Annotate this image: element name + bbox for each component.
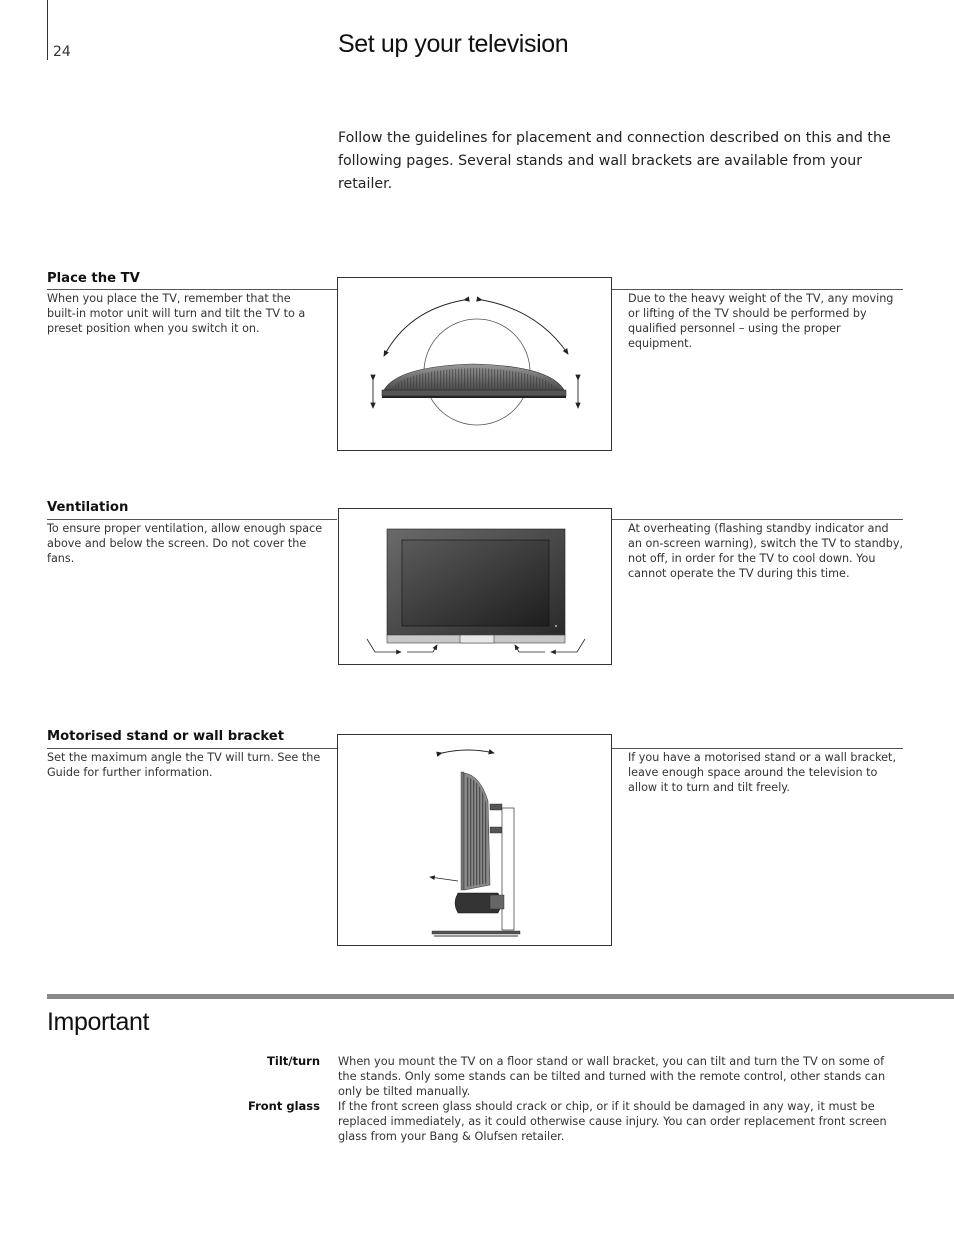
section-heading-ventilation: Ventilation [47,500,129,515]
section-rule-left [47,289,337,290]
ventilation-text: To ensure proper ventilation, allow enough space above and below the screen. Do not cover the fans. [47,522,323,565]
page-margin-rule [47,0,48,60]
important-title: Important [47,1008,150,1036]
page-title: Set up your television [338,30,569,58]
section-heading-place-tv: Place the TV [47,271,140,286]
place-tv-warning-text: Due to the heavy weight of the TV, any moving or lifting of the TV should be performed by qualified personnel – using the proper equipment. [628,292,894,350]
motorised-stand-illustration [337,734,612,946]
place-tv-text: When you place the TV, remember that the built-in motor unit will turn and tilt the TV to a preset position when you switch it on. [47,292,306,335]
important-label-front-glass: Front glass [247,1099,320,1113]
section-heading-motorised-stand: Motorised stand or wall bracket [47,729,285,744]
tv-top-view-rotation-icon [338,278,611,450]
intro-paragraph: Follow the guidelines for placement and connection described on this and the following pages. Several stands and wall brackets are available from your retailer. [338,130,891,192]
important-text-front-glass: If the front screen glass should crack or chip, or if it should be damaged in any way, it must be replaced immediately, as it could otherwise cause injury. You can order replacement front screen glass from your Bang & Olufsen retailer. [338,1100,887,1143]
important-label-tilt-turn: Tilt/turn [267,1054,320,1068]
section-rule-right [611,289,903,290]
motorised-stand-warning-text: If you have a motorised stand or a wall bracket, leave enough space around the television to allow it to turn and tilt freely. [628,751,896,794]
place-tv-illustration [337,277,612,451]
section-rule-right [611,748,903,749]
important-divider-bar [47,994,954,999]
tv-side-view-stand-icon [338,735,611,945]
page-number: 24 [53,44,71,60]
important-text-tilt-turn: When you mount the TV on a floor stand or wall bracket, you can tilt and turn the TV on some of the stands. Only some stands can be tilted and turned with the remote control, other stands can only be tilted manually. [338,1055,886,1098]
motorised-stand-text: Set the maximum angle the TV will turn. See the Guide for further information. [47,751,321,779]
section-rule-right [611,519,903,520]
ventilation-illustration [338,508,612,665]
section-rule-left [47,519,337,520]
tv-front-view-airflow-icon [339,509,611,664]
section-rule-left [47,748,337,749]
ventilation-warning-text: At overheating (flashing standby indicator and an on-screen warning), switch the TV to standby, not off, in order for the TV to cool down. You cannot operate the TV during this time. [628,522,904,580]
